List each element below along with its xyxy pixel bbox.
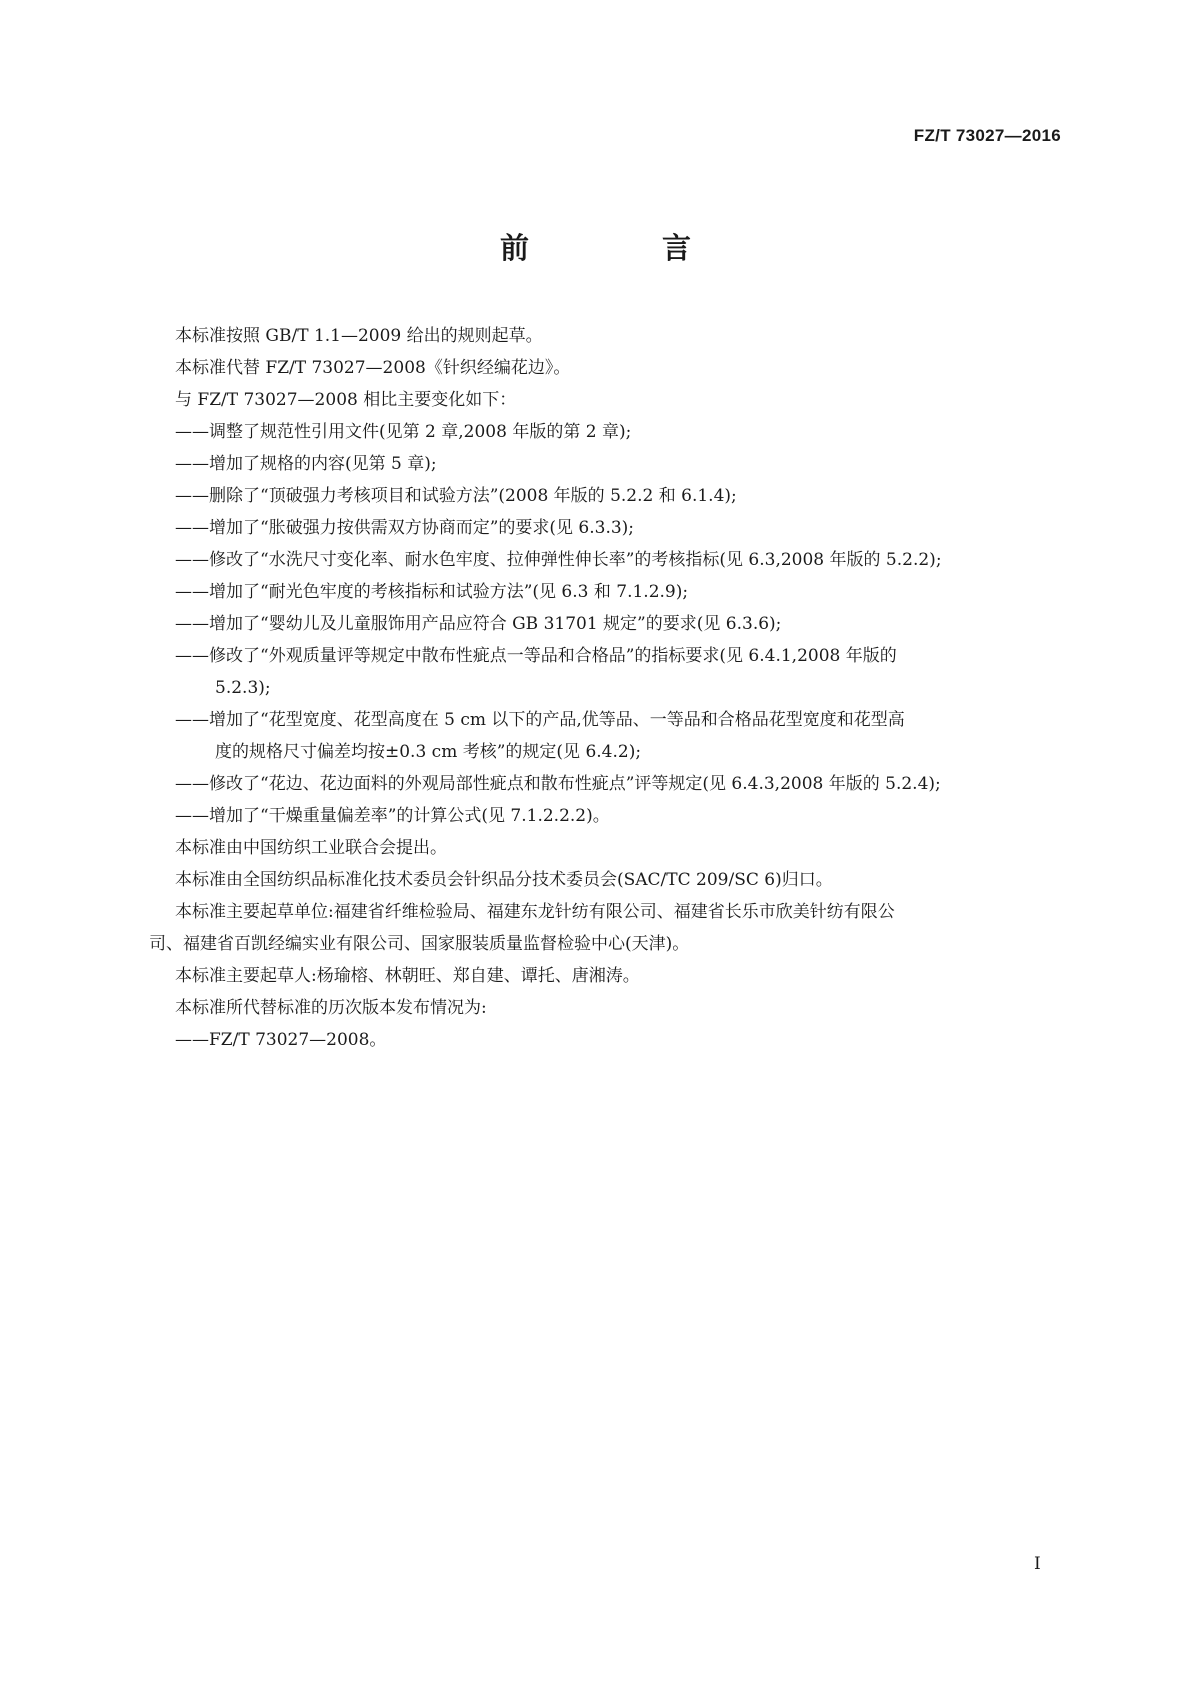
page-number: I [1034, 1554, 1041, 1574]
paragraph-changes-intro: 与 FZ/T 73027—2008 相比主要变化如下： [175, 390, 517, 410]
paragraph-drafters: 本标准主要起草人:杨瑜榕、林朝旺、郑自建、谭托、唐湘涛。 [175, 966, 640, 986]
change-item [149, 704, 1061, 768]
page-title: 前 言 [499, 231, 743, 265]
standard-code: FZ/T 73027—2016 [913, 126, 1061, 145]
change-item: ——调整了规范性引用文件(见第 2 章,2008 年版的第 2 章); [175, 422, 632, 442]
change-item-line: ——增加了“花型宽度、花型高度在 5 cm 以下的产品,优等品、一等品和合格品花型宽度和花型高 [175, 710, 905, 730]
paragraph-replaces: 本标准代替 FZ/T 73027—2008《针织经编花边》。 [175, 358, 571, 378]
paragraph-drafting-units: 本标准主要起草单位:福建省纤维检验局、福建东龙针纺有限公司、福建省长乐市欣美针纺有限公 [175, 902, 895, 922]
change-item: ——增加了“干燥重量偏差率”的计算公式(见 7.1.2.2.2)。 [175, 806, 610, 826]
paragraph-proposer: 本标准由中国纺织工业联合会提出。 [175, 838, 447, 858]
change-item [149, 640, 1061, 704]
change-item-continuation: 度的规格尺寸偏差均按±0.3 cm 考核”的规定(见 6.4.2); [215, 742, 642, 762]
change-item: ——删除了“顶破强力考核项目和试验方法”(2008 年版的 5.2.2 和 6.1.4); [175, 486, 737, 506]
change-item: ——增加了“耐光色牢度的考核指标和试验方法”(见 6.3 和 7.1.2.9); [175, 582, 689, 602]
paragraph-drafting-rules: 本标准按照 GB/T 1.1—2009 给出的规则起草。 [175, 326, 543, 346]
history-item: ——FZ/T 73027—2008。 [175, 1030, 387, 1050]
paragraph-drafting-units-continuation: 司、福建省百凯经编实业有限公司、国家服装质量监督检验中心(天津)。 [149, 934, 690, 954]
change-item: ——修改了“花边、花边面料的外观局部性疵点和散布性疵点”评等规定(见 6.4.3,2008 年版的 5.2.4); [175, 774, 941, 794]
paragraph-history-intro: 本标准所代替标准的历次版本发布情况为: [175, 998, 487, 1018]
change-item-continuation: 5.2.3); [215, 678, 271, 698]
change-item-line: ——修改了“外观质量评等规定中散布性疵点一等品和合格品”的指标要求(见 6.4.1,2008 年版的 [175, 646, 897, 666]
change-item: ——增加了“胀破强力按供需双方协商而定”的要求(见 6.3.3); [175, 518, 635, 538]
foreword-body [149, 320, 1061, 1056]
paragraph-centralized: 本标准由全国纺织品标准化技术委员会针织品分技术委员会(SAC/TC 209/SC 6)归口。 [175, 870, 833, 890]
change-item: ——修改了“水洗尺寸变化率、耐水色牢度、拉伸弹性伸长率”的考核指标(见 6.3,2008 年版的 5.2.2); [175, 550, 942, 570]
change-item: ——增加了“婴幼儿及儿童服饰用产品应符合 GB 31701 规定”的要求(见 6.3.6); [175, 614, 782, 634]
change-item: ——增加了规格的内容(见第 5 章); [175, 454, 437, 474]
